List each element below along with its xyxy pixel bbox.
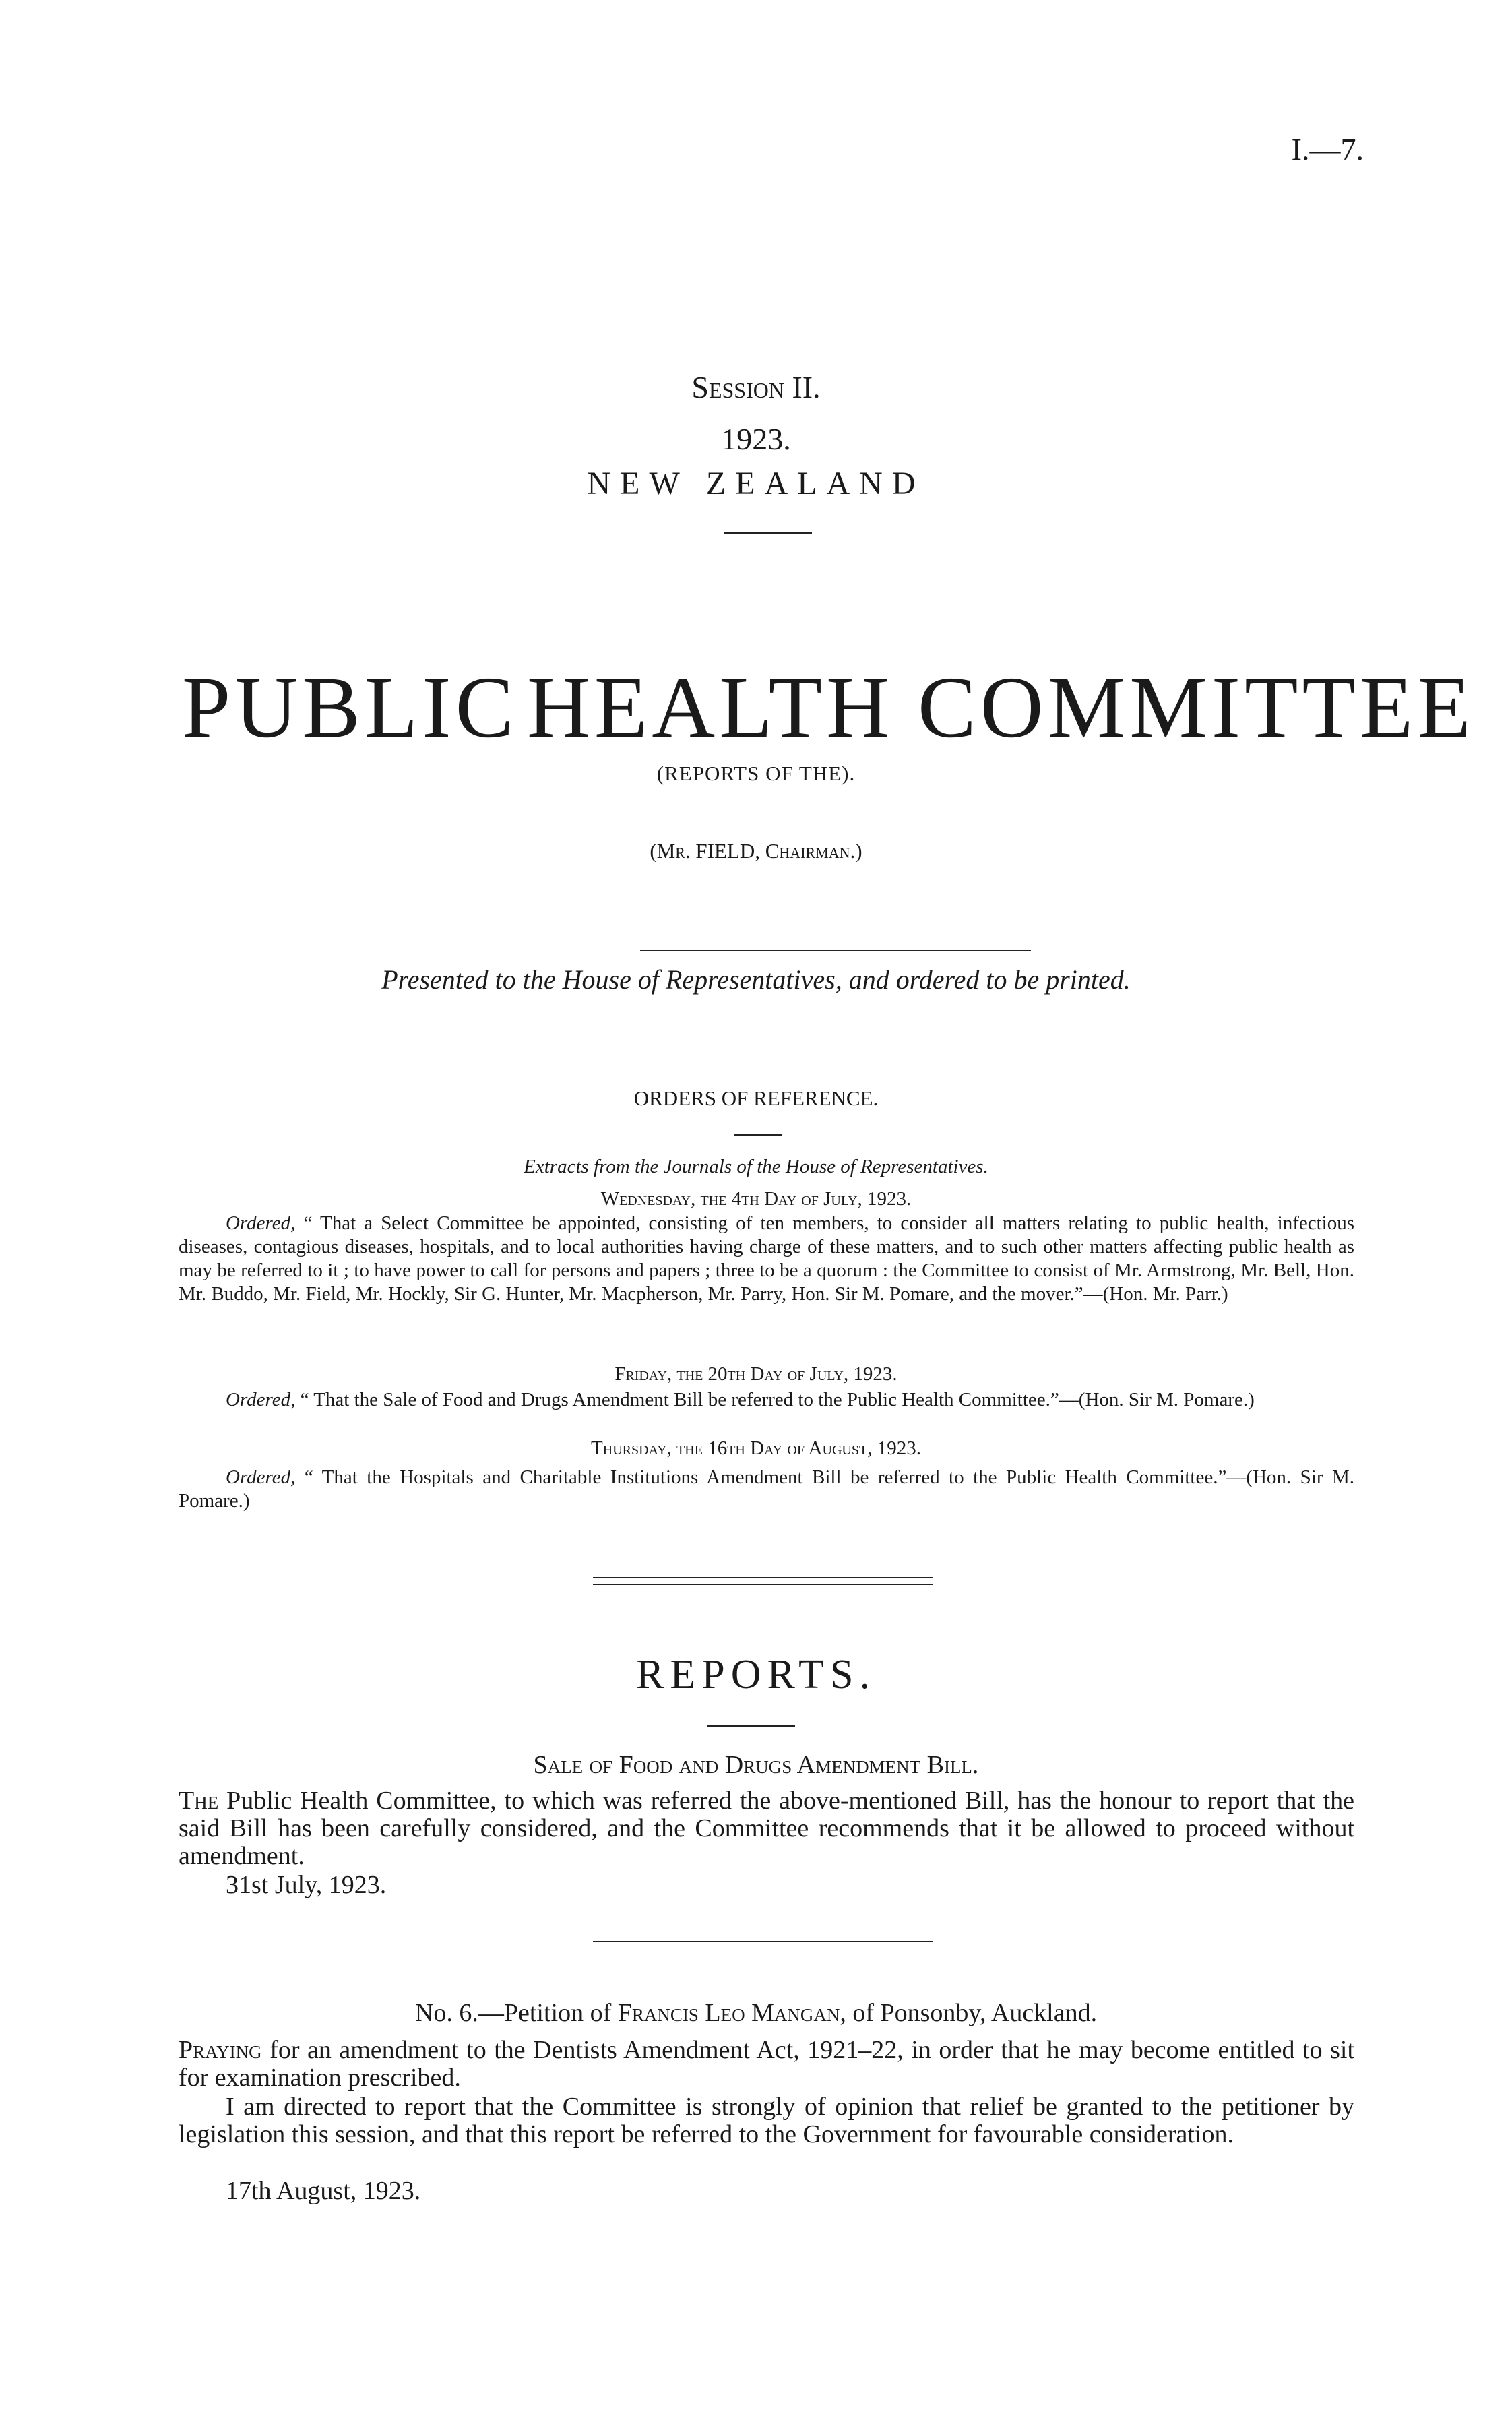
petition-report: I am directed to report that the Committee is strongly of opinion that relief be granted to the petitioner by legislation this session, and that this report be referred to the Government for favourable consideration. bbox=[179, 2092, 1354, 2148]
order-entry bbox=[179, 1466, 1354, 1513]
order-date: Wednesday, the 4th Day of July, 1923. bbox=[600, 1188, 912, 1210]
report-date: 31st July, 1923. bbox=[226, 1871, 387, 1899]
report-lead-word: The bbox=[179, 1787, 219, 1815]
reports-heading: REPORTS. bbox=[636, 1652, 876, 1698]
order-entry bbox=[179, 1388, 1354, 1412]
petition-title bbox=[0, 1998, 1512, 2028]
presented-rule-top bbox=[640, 950, 1031, 951]
orders-heading: ORDERS OF REFERENCE. bbox=[633, 1086, 879, 1110]
order-ordered: Ordered, bbox=[226, 1389, 296, 1410]
session-label: Session II. bbox=[691, 370, 821, 404]
title-word-health: HEALTH bbox=[527, 659, 893, 756]
title-subtitle: (REPORTS OF THE). bbox=[656, 762, 856, 785]
order-date: Friday, the 20th Day of July, 1923. bbox=[615, 1363, 897, 1385]
order-ordered: Ordered, bbox=[226, 1212, 296, 1234]
orders-extracts: Extracts from the Journals of the House of Representatives. bbox=[524, 1156, 988, 1177]
order-text: “ That a Select Committee be appointed, consisting of ten members, to consider all matters relating to public health, infectious diseases, contagious diseases, hospitals, and to local authorities having charge of these matters, and to such other matters affecting public health as may be referred to it ; to have power to call for persons and papers ; three to be a quorum : the Committee to consist of Mr. Armstrong, Mr. Bell, Hon. Mr. Buddo, Mr. Field, Mr. Hockly, Sir G. Hunter, Mr. Macpherson, Mr. Parry, Hon. Sir M. Pomare, and the mover.”—(Hon. Mr. Parr.) bbox=[179, 1212, 1355, 1305]
year-label: 1923. bbox=[721, 422, 791, 456]
title-divider bbox=[724, 532, 812, 534]
reports-divider bbox=[707, 1725, 795, 1727]
order-text: “ That the Hospitals and Charitable Institutions Amendment Bill be referred to the Public Health Committee.”—(Hon. Sir M. Pomare.) bbox=[179, 1466, 1354, 1512]
chairman-line: (Mr. FIELD, Chairman.) bbox=[650, 839, 862, 863]
orders-divider bbox=[734, 1134, 782, 1136]
page-reference: I.—7. bbox=[1291, 132, 1364, 166]
petition-title-prefix: No. 6.—Petition of bbox=[414, 1999, 612, 2027]
report-text: Public Health Committee, to which was referred the above-mentioned Bill, has the honour to report that the said Bill has been carefully considered, and the Committee recommends that it be allowed to proceed without amendment. bbox=[179, 1787, 1354, 1870]
report-body bbox=[179, 1787, 1354, 1870]
country-label: NEW ZEALAND bbox=[587, 466, 925, 501]
order-entry bbox=[179, 1212, 1354, 1306]
order-text: “ That the Sale of Food and Drugs Amendment Bill be referred to the Public Health Committee.”—(Hon. Sir M. Pomare.) bbox=[300, 1389, 1255, 1410]
order-date: Thursday, the 16th Day of August, 1923. bbox=[591, 1437, 921, 1459]
presented-line: Presented to the House of Representatives, and ordered to be printed. bbox=[381, 964, 1131, 995]
petition-name: Francis Leo Mangan, bbox=[617, 1999, 846, 2027]
order-ordered: Ordered, bbox=[226, 1466, 296, 1488]
petition-title-suffix: of Ponsonby, Auckland. bbox=[852, 1999, 1098, 2027]
petition-text: for an amendment to the Dentists Amendment Act, 1921–22, in order that he may become entitled to sit for examination prescribed. bbox=[179, 2036, 1354, 2092]
petition-date: 17th August, 1923. bbox=[226, 2177, 421, 2205]
title-word-public: PUBLIC bbox=[182, 659, 518, 756]
report-title: Sale of Food and Drugs Amendment Bill. bbox=[533, 1751, 979, 1779]
section-separator bbox=[593, 1577, 933, 1585]
report-separator bbox=[593, 1941, 933, 1942]
title-word-committee: COMMITTEE bbox=[918, 659, 1475, 756]
petition-lead-word: Praying bbox=[179, 2036, 262, 2064]
petition-body bbox=[179, 2037, 1354, 2092]
